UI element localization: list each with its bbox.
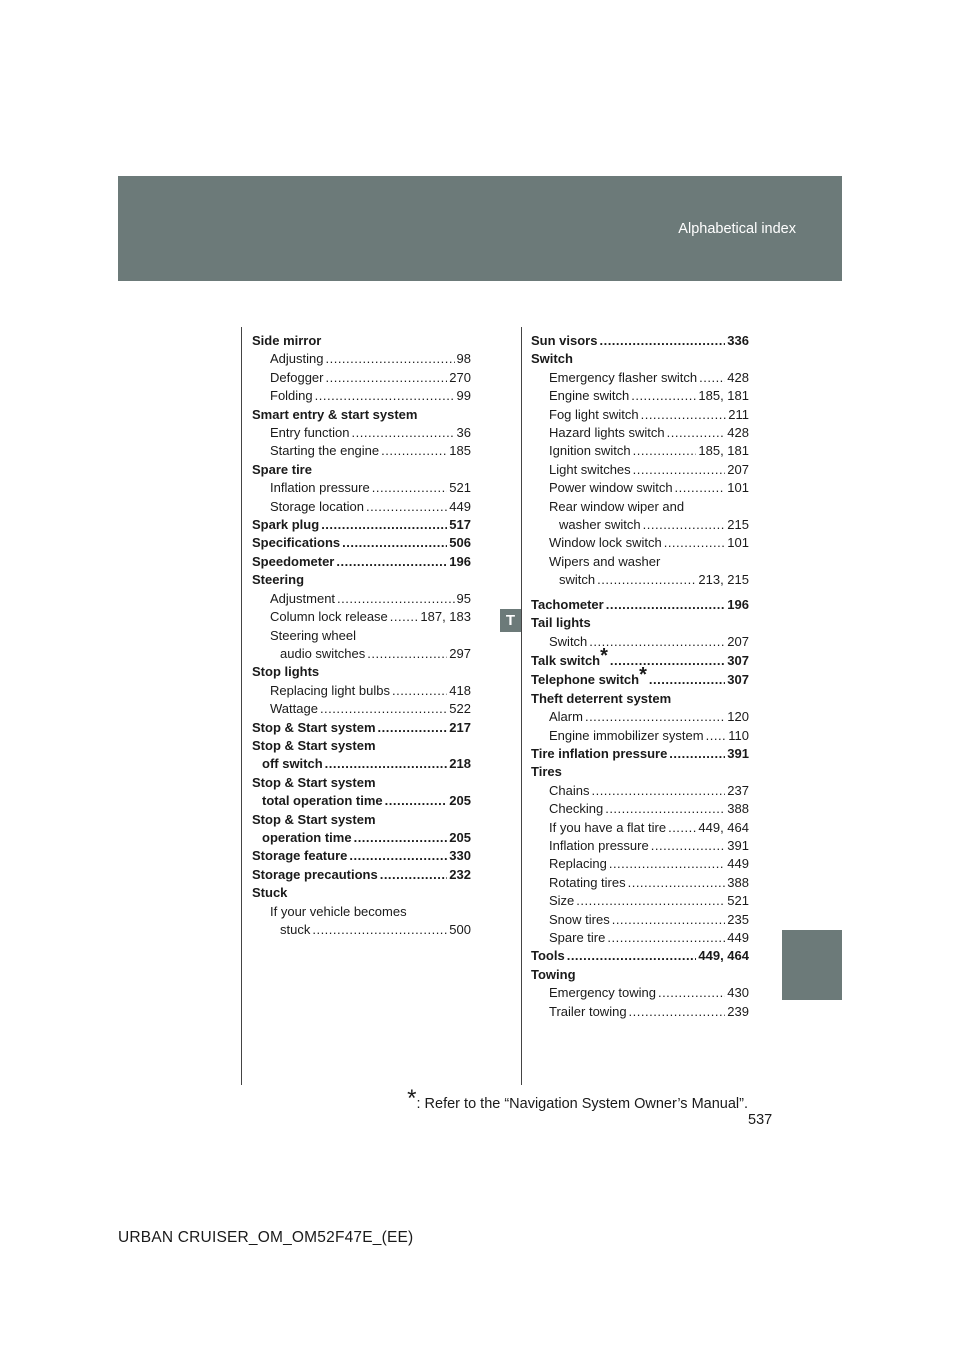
index-entry bbox=[252, 829, 471, 847]
index-entry-page: 449 bbox=[727, 856, 749, 872]
index-entry bbox=[531, 442, 749, 460]
index-entry-page: 217 bbox=[449, 719, 471, 735]
dot-leader bbox=[325, 369, 447, 387]
index-entry bbox=[531, 664, 749, 689]
index-entry bbox=[531, 892, 749, 910]
index-entry-label: operation time bbox=[262, 829, 352, 845]
index-entry-label: Hazard lights switch bbox=[549, 425, 665, 441]
index-entry-page: 449 bbox=[727, 930, 749, 945]
index-entry bbox=[531, 763, 749, 781]
index-entry bbox=[531, 874, 749, 892]
index-entry bbox=[252, 571, 471, 589]
dot-leader bbox=[628, 874, 726, 892]
index-entry-page: 95 bbox=[456, 590, 471, 606]
index-entry bbox=[531, 534, 749, 552]
index-entry bbox=[252, 461, 471, 479]
dot-leader bbox=[599, 332, 725, 350]
index-entry-page: 196 bbox=[727, 596, 749, 612]
index-entry bbox=[252, 590, 471, 608]
index-entry bbox=[531, 837, 749, 855]
index-entry bbox=[252, 866, 471, 884]
index-entry-label: Spare tire bbox=[252, 461, 312, 477]
index-entry-label: Snow tires bbox=[549, 911, 610, 927]
index-entry-page: 297 bbox=[449, 645, 471, 661]
index-entry bbox=[531, 911, 749, 929]
index-entry-page: 120 bbox=[727, 709, 749, 725]
index-entry bbox=[252, 442, 471, 460]
dot-leader bbox=[651, 837, 726, 855]
dot-leader bbox=[706, 727, 727, 745]
index-entry-label: Spare tire bbox=[549, 930, 606, 945]
index-entry-label: Switch bbox=[549, 633, 588, 649]
dot-leader bbox=[381, 442, 447, 460]
index-entry-page: 506 bbox=[449, 535, 471, 551]
dot-leader bbox=[567, 947, 697, 965]
index-column-left bbox=[252, 332, 471, 939]
footnote-marker: * bbox=[600, 644, 608, 667]
dot-leader bbox=[668, 819, 696, 837]
index-entry bbox=[531, 424, 749, 442]
dot-leader bbox=[321, 516, 447, 534]
index-entry-label: Stop & Start system bbox=[252, 737, 376, 753]
index-entry bbox=[252, 387, 471, 405]
dot-leader bbox=[675, 479, 726, 497]
index-entry-page: 99 bbox=[456, 388, 471, 404]
index-entry-page: 185 bbox=[449, 443, 471, 459]
page-number: 537 bbox=[748, 1112, 773, 1128]
index-entry-label: Engine switch bbox=[549, 388, 630, 404]
dot-leader bbox=[337, 590, 454, 608]
index-entry-page: 428 bbox=[727, 425, 749, 441]
dot-leader bbox=[378, 719, 448, 737]
index-entry-label: Tire inflation pressure bbox=[531, 745, 668, 761]
dot-leader bbox=[629, 1003, 726, 1021]
footnote-asterisk: * bbox=[407, 1085, 417, 1112]
dot-leader bbox=[354, 829, 448, 847]
section-title: Alphabetical index bbox=[678, 221, 796, 237]
index-entry bbox=[531, 369, 749, 387]
index-entry-label: Stop & Start system bbox=[252, 811, 376, 827]
index-entry-label: Folding bbox=[270, 388, 313, 404]
index-entry-page: 36 bbox=[456, 425, 471, 441]
index-entry bbox=[531, 782, 749, 800]
footnote-marker: * bbox=[639, 664, 647, 687]
dot-leader bbox=[352, 424, 455, 442]
index-entry-label: Spark plug bbox=[252, 517, 320, 533]
index-entry-label: Talk switch* bbox=[531, 644, 608, 668]
index-entry bbox=[531, 406, 749, 424]
index-entry bbox=[531, 708, 749, 726]
header-band bbox=[118, 176, 842, 281]
index-entry-page: 388 bbox=[727, 874, 749, 890]
index-entry bbox=[531, 387, 749, 405]
index-entry bbox=[252, 479, 471, 497]
dot-leader bbox=[342, 534, 447, 552]
index-entry-label: Checking bbox=[549, 801, 604, 817]
dot-leader bbox=[372, 479, 448, 497]
index-entry bbox=[531, 727, 749, 745]
index-entry bbox=[531, 461, 749, 479]
index-entry bbox=[531, 819, 749, 837]
index-entry-page: 430 bbox=[727, 985, 749, 1001]
index-entry-label: total operation time bbox=[262, 793, 383, 809]
index-entry-page: 428 bbox=[727, 369, 749, 385]
index-entry-label: Steering wheel bbox=[270, 627, 356, 643]
index-entry bbox=[531, 571, 749, 589]
index-entry bbox=[252, 498, 471, 516]
index-entry-label: Tail lights bbox=[531, 615, 591, 631]
index-entry-page: 388 bbox=[727, 801, 749, 817]
index-entry-label: Side mirror bbox=[252, 333, 322, 348]
index-entry bbox=[252, 682, 471, 700]
index-entry-page: 211 bbox=[728, 406, 749, 422]
index-entry-page: 185, 181 bbox=[698, 443, 749, 459]
footer-document-code: URBAN CRUISER_OM_OM52F47E_(EE) bbox=[118, 1229, 414, 1246]
dot-leader bbox=[641, 406, 727, 424]
dot-leader bbox=[576, 892, 725, 910]
index-entry bbox=[252, 645, 471, 663]
dot-leader bbox=[658, 984, 725, 1002]
index-entry-label: Stuck bbox=[252, 885, 288, 901]
index-entry-label: Trailer towing bbox=[549, 1003, 627, 1019]
index-entry bbox=[252, 700, 471, 718]
dot-leader bbox=[366, 498, 447, 516]
index-entry-label: Wipers and washer bbox=[549, 553, 661, 569]
index-entry bbox=[252, 719, 471, 737]
index-entry bbox=[252, 847, 471, 865]
index-entry-label: switch bbox=[559, 572, 596, 588]
index-entry bbox=[531, 745, 749, 763]
dot-leader bbox=[649, 671, 725, 689]
dot-leader bbox=[699, 369, 725, 387]
index-entry-label: Alarm bbox=[549, 709, 583, 725]
index-entry-label: Sun visors bbox=[531, 333, 598, 348]
index-entry bbox=[252, 608, 471, 626]
dot-leader bbox=[367, 645, 447, 663]
index-entry-page: 110 bbox=[728, 727, 749, 743]
index-entry-label: Power window switch bbox=[549, 480, 673, 496]
index-entry-label: Entry function bbox=[270, 425, 350, 441]
index-entry-label: Emergency flasher switch bbox=[549, 369, 698, 385]
index-entry bbox=[531, 1003, 749, 1021]
index-entry-label: Defogger bbox=[270, 369, 324, 385]
index-entry-page: 232 bbox=[449, 866, 471, 882]
dot-leader bbox=[643, 516, 726, 534]
index-entry-page: 215 bbox=[727, 517, 749, 533]
index-entry-page: 235 bbox=[727, 911, 749, 927]
index-entry-label: Tools bbox=[531, 948, 565, 964]
dot-leader bbox=[380, 866, 448, 884]
index-entry-label: Chains bbox=[549, 782, 590, 798]
index-entry-label: Storage location bbox=[270, 498, 364, 514]
index-entry bbox=[531, 690, 749, 708]
index-entry-label: Theft deterrent system bbox=[531, 690, 672, 706]
dot-leader bbox=[597, 571, 696, 589]
index-entry-label: Rear window wiper and bbox=[549, 498, 685, 514]
index-entry bbox=[531, 596, 749, 614]
index-entry-page: 101 bbox=[727, 535, 749, 551]
index-entry bbox=[531, 516, 749, 534]
index-entry bbox=[531, 984, 749, 1002]
index-entry bbox=[531, 498, 749, 516]
index-entry bbox=[531, 947, 749, 965]
dot-leader bbox=[325, 350, 454, 368]
dot-leader bbox=[312, 921, 447, 939]
index-entry-label: Starting the engine bbox=[270, 443, 380, 459]
index-entry bbox=[252, 921, 471, 939]
dot-leader bbox=[385, 792, 448, 810]
dot-leader bbox=[336, 553, 447, 571]
dot-leader bbox=[392, 682, 447, 700]
index-entry bbox=[252, 737, 471, 755]
index-entry-page: 307 bbox=[727, 672, 749, 688]
index-entry bbox=[531, 855, 749, 873]
index-entry bbox=[252, 774, 471, 792]
index-entry-page: 307 bbox=[727, 652, 749, 668]
index-entry-page: 205 bbox=[449, 793, 471, 809]
index-entry-label: Replacing light bulbs bbox=[270, 682, 390, 698]
index-entry bbox=[252, 884, 471, 902]
index-entry-page: 218 bbox=[449, 756, 471, 772]
dot-leader bbox=[585, 708, 725, 726]
index-entry bbox=[252, 350, 471, 368]
dot-leader bbox=[607, 929, 725, 947]
index-entry-label: Stop & Start system bbox=[252, 719, 376, 735]
index-entry bbox=[252, 811, 471, 829]
dot-leader bbox=[610, 652, 725, 670]
index-entry-page: 521 bbox=[449, 480, 471, 496]
footnote bbox=[407, 1085, 748, 1112]
index-entry-label: Telephone switch* bbox=[531, 664, 647, 688]
dot-leader bbox=[589, 633, 725, 651]
index-entry bbox=[252, 663, 471, 681]
index-entry-page: 522 bbox=[449, 701, 471, 717]
index-entry bbox=[252, 792, 471, 810]
index-entry bbox=[252, 332, 471, 350]
index-entry-page: 101 bbox=[727, 480, 749, 496]
index-entry bbox=[531, 966, 749, 984]
index-entry-label: Towing bbox=[531, 966, 576, 982]
index-entry-page: 521 bbox=[727, 893, 749, 909]
index-entry-page: 98 bbox=[456, 351, 471, 367]
index-entry bbox=[531, 929, 749, 947]
index-entry-label: Tires bbox=[531, 764, 562, 780]
index-entry-label: Ignition switch bbox=[549, 443, 631, 459]
index-entry-page: 391 bbox=[727, 745, 749, 761]
dot-leader bbox=[631, 387, 696, 405]
dot-leader bbox=[612, 911, 726, 929]
index-entry bbox=[252, 406, 471, 424]
dot-leader bbox=[609, 855, 725, 873]
index-entry-page: 500 bbox=[449, 922, 471, 937]
index-entry-page: 187, 183 bbox=[420, 609, 471, 625]
column-divider-right bbox=[521, 327, 522, 1085]
index-entry-label: If your vehicle becomes bbox=[270, 903, 407, 919]
index-entry-label: washer switch bbox=[559, 517, 641, 533]
index-entry-page: 185, 181 bbox=[698, 388, 749, 404]
index-entry-page: 207 bbox=[727, 633, 749, 649]
index-entry bbox=[531, 633, 749, 651]
index-entry-page: 270 bbox=[449, 369, 471, 385]
index-entry-page: 330 bbox=[449, 848, 471, 864]
section-thumb-tab bbox=[782, 930, 842, 1000]
index-entry-page: 449, 464 bbox=[698, 819, 749, 835]
index-entry-label: Storage feature bbox=[252, 848, 348, 864]
index-entry bbox=[252, 534, 471, 552]
index-entry-label: Engine immobilizer system bbox=[549, 727, 704, 743]
dot-leader bbox=[320, 700, 447, 718]
column-divider-left bbox=[241, 327, 242, 1085]
index-entry bbox=[252, 369, 471, 387]
dot-leader bbox=[664, 534, 726, 552]
index-entry-label: Stop & Start system bbox=[252, 774, 376, 790]
index-entry bbox=[252, 903, 471, 921]
index-entry-label: Smart entry & start system bbox=[252, 406, 418, 422]
index-entry-page: 418 bbox=[449, 682, 471, 698]
index-entry-label: Light switches bbox=[549, 461, 631, 477]
index-entry bbox=[252, 516, 471, 534]
index-entry-label: Rotating tires bbox=[549, 874, 626, 890]
index-entry-page: 213, 215 bbox=[698, 572, 749, 588]
index-entry-page: 517 bbox=[449, 517, 471, 533]
index-entry bbox=[252, 553, 471, 571]
index-entry-label: Inflation pressure bbox=[270, 480, 370, 496]
index-entry-label: Size bbox=[549, 893, 575, 909]
dot-leader bbox=[605, 800, 725, 818]
index-entry-label: Tachometer bbox=[531, 596, 604, 612]
index-entry bbox=[252, 627, 471, 645]
index-entry-page: 239 bbox=[727, 1003, 749, 1019]
index-entry bbox=[531, 800, 749, 818]
dot-leader bbox=[669, 745, 725, 763]
index-entry bbox=[252, 424, 471, 442]
index-entry-page: 196 bbox=[449, 553, 471, 569]
letter-tab: T bbox=[500, 609, 521, 632]
index-entry-label: Emergency towing bbox=[549, 985, 656, 1001]
index-entry-page: 449, 464 bbox=[698, 948, 749, 964]
index-entry-label: Speedometer bbox=[252, 553, 335, 569]
index-entry-label: Specifications bbox=[252, 535, 341, 551]
index-entry bbox=[531, 553, 749, 571]
index-entry-label: Window lock switch bbox=[549, 535, 662, 551]
index-entry-label: stuck bbox=[280, 922, 311, 937]
index-entry-label: Stop lights bbox=[252, 664, 320, 680]
index-entry-label: Column lock release bbox=[270, 609, 388, 625]
index-entry-label: Storage precautions bbox=[252, 866, 378, 882]
footnote-text: : Refer to the “Navigation System Owner’s Manual”. bbox=[416, 1096, 748, 1112]
index-entry-label: Fog light switch bbox=[549, 406, 639, 422]
index-entry-label: off switch bbox=[262, 756, 323, 772]
dot-leader bbox=[667, 424, 726, 442]
dot-leader bbox=[390, 608, 419, 626]
index-entry-page: 449 bbox=[449, 498, 471, 514]
dot-leader bbox=[606, 596, 726, 614]
index-entry bbox=[252, 755, 471, 773]
dot-leader bbox=[633, 461, 726, 479]
index-entry-page: 237 bbox=[727, 782, 749, 798]
index-entry bbox=[531, 614, 749, 632]
index-entry bbox=[531, 479, 749, 497]
index-entry-label: Adjusting bbox=[270, 351, 324, 367]
dot-leader bbox=[591, 782, 725, 800]
index-entry-page: 391 bbox=[727, 837, 749, 853]
index-entry-label: Replacing bbox=[549, 856, 607, 872]
index-entry-label: Steering bbox=[252, 572, 305, 588]
index-entry-label: Switch bbox=[531, 351, 573, 367]
index-entry bbox=[531, 350, 749, 368]
dot-leader bbox=[315, 387, 455, 405]
index-entry-label: Wattage bbox=[270, 701, 318, 717]
index-entry bbox=[531, 332, 749, 350]
dot-leader bbox=[325, 755, 448, 773]
index-entry-label: If you have a flat tire bbox=[549, 819, 667, 835]
dot-leader bbox=[633, 442, 697, 460]
dot-leader bbox=[349, 847, 447, 865]
index-entry-page: 205 bbox=[449, 829, 471, 845]
index-entry-page: 207 bbox=[727, 461, 749, 477]
index-column-right bbox=[531, 332, 749, 1021]
index-entry-label: Adjustment bbox=[270, 590, 336, 606]
index-entry-label: audio switches bbox=[280, 645, 366, 661]
index-entry-label: Inflation pressure bbox=[549, 837, 649, 853]
index-entry-page: 336 bbox=[727, 333, 749, 348]
